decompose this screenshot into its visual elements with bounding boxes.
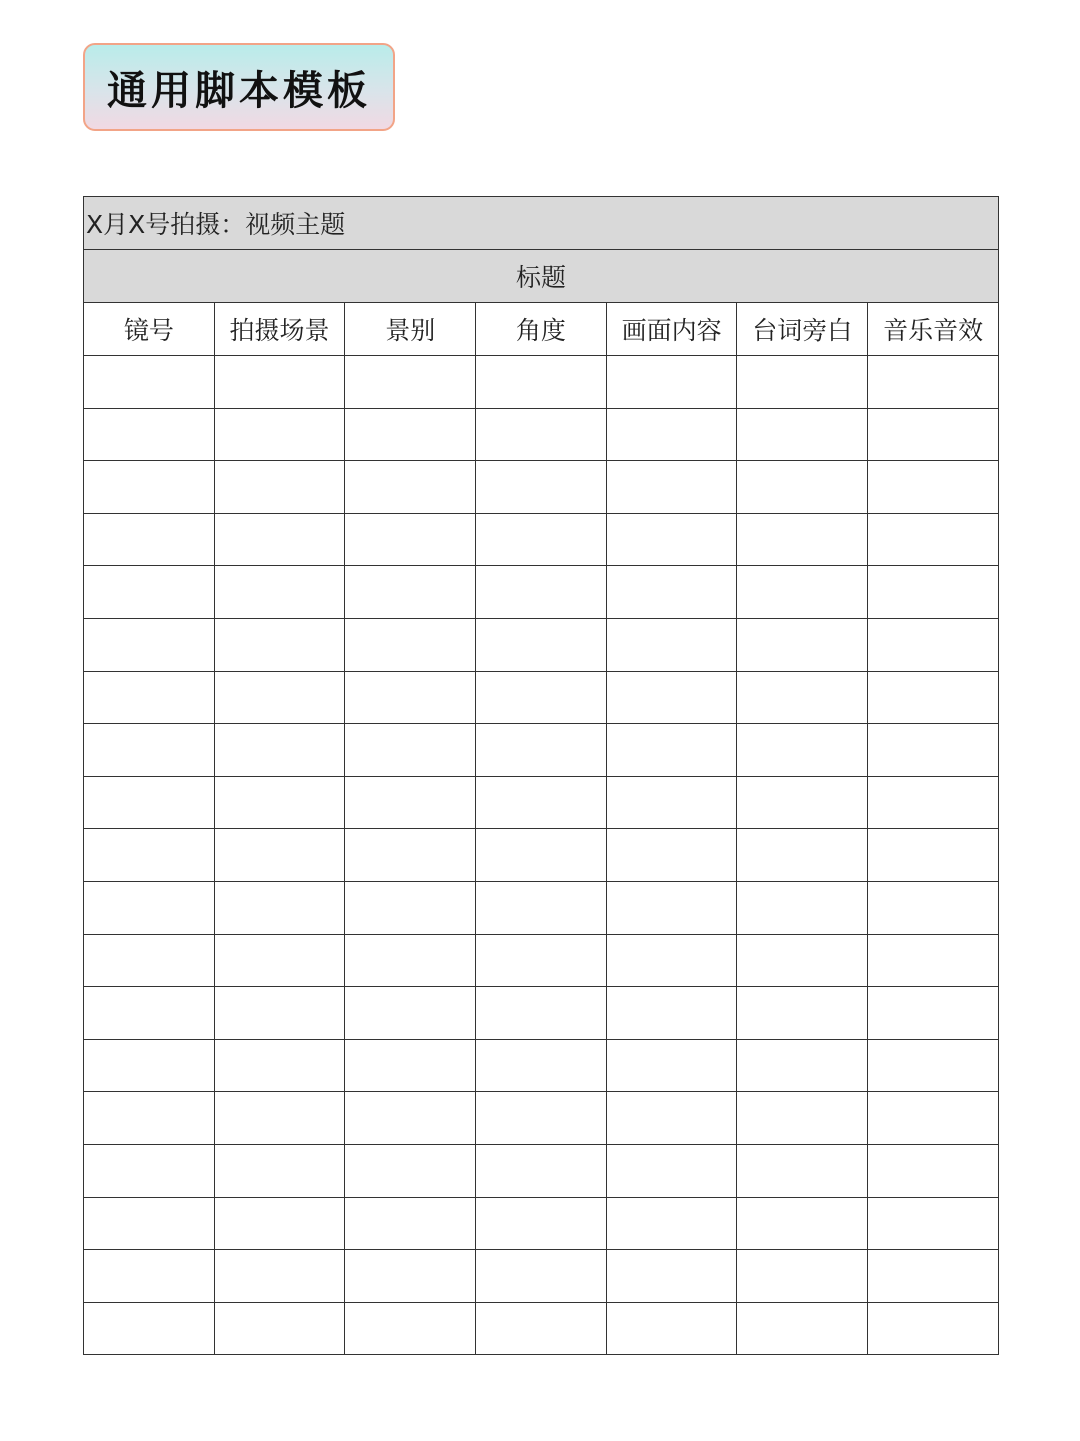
cell-shot-number[interactable]: [84, 408, 215, 461]
cell-shot-size[interactable]: [345, 618, 476, 671]
cell-dialogue[interactable]: [737, 408, 868, 461]
cell-angle[interactable]: [476, 724, 607, 777]
cell-scene[interactable]: [214, 934, 345, 987]
table-row: [84, 461, 999, 514]
cell-shot-number[interactable]: [84, 618, 215, 671]
cell-shot-number[interactable]: [84, 987, 215, 1040]
cell-frame-content[interactable]: [606, 1039, 737, 1092]
cell-scene[interactable]: [214, 1197, 345, 1250]
cell-shot-number[interactable]: [84, 829, 215, 882]
table-row: [84, 566, 999, 619]
cell-music-sfx[interactable]: [868, 356, 999, 409]
table-row: [84, 829, 999, 882]
cell-music-sfx[interactable]: [868, 724, 999, 777]
cell-music-sfx[interactable]: [868, 618, 999, 671]
cell-angle[interactable]: [476, 829, 607, 882]
cell-dialogue[interactable]: [737, 829, 868, 882]
cell-frame-content[interactable]: [606, 356, 737, 409]
cell-shot-number[interactable]: [84, 1250, 215, 1303]
cell-frame-content[interactable]: [606, 566, 737, 619]
cell-music-sfx[interactable]: [868, 1197, 999, 1250]
column-header-angle: 角度: [476, 303, 607, 356]
cell-shot-size[interactable]: [345, 461, 476, 514]
cell-dialogue[interactable]: [737, 1092, 868, 1145]
cell-dialogue[interactable]: [737, 1144, 868, 1197]
cell-frame-content[interactable]: [606, 1092, 737, 1145]
column-header-shot-size: 景别: [345, 303, 476, 356]
cell-scene[interactable]: [214, 618, 345, 671]
cell-shot-size[interactable]: [345, 987, 476, 1040]
cell-frame-content[interactable]: [606, 724, 737, 777]
cell-angle[interactable]: [476, 1250, 607, 1303]
cell-dialogue[interactable]: [737, 1197, 868, 1250]
column-header-row: [84, 303, 999, 356]
cell-music-sfx[interactable]: [868, 881, 999, 934]
cell-shot-number[interactable]: [84, 1039, 215, 1092]
cell-angle[interactable]: [476, 987, 607, 1040]
table-row: [84, 1092, 999, 1145]
cell-frame-content[interactable]: [606, 829, 737, 882]
cell-shot-size[interactable]: [345, 1039, 476, 1092]
page-title: 通用脚本模板: [107, 67, 371, 114]
cell-shot-size[interactable]: [345, 671, 476, 724]
cell-frame-content[interactable]: [606, 987, 737, 1040]
cell-scene[interactable]: [214, 881, 345, 934]
cell-scene[interactable]: [214, 671, 345, 724]
cell-frame-content[interactable]: [606, 461, 737, 514]
cell-scene[interactable]: [214, 724, 345, 777]
table-row: [84, 934, 999, 987]
cell-shot-number[interactable]: [84, 671, 215, 724]
cell-angle[interactable]: [476, 1144, 607, 1197]
cell-angle[interactable]: [476, 618, 607, 671]
cell-scene[interactable]: [214, 461, 345, 514]
cell-angle[interactable]: [476, 513, 607, 566]
cell-dialogue[interactable]: [737, 1302, 868, 1355]
cell-angle[interactable]: [476, 408, 607, 461]
cell-shot-number[interactable]: [84, 461, 215, 514]
cell-dialogue[interactable]: [737, 618, 868, 671]
cell-music-sfx[interactable]: [868, 513, 999, 566]
cell-music-sfx[interactable]: [868, 1250, 999, 1303]
cell-music-sfx[interactable]: [868, 408, 999, 461]
title-row: [84, 250, 999, 303]
table-row: [84, 1197, 999, 1250]
cell-scene[interactable]: [214, 1250, 345, 1303]
cell-shot-size[interactable]: [345, 1250, 476, 1303]
cell-music-sfx[interactable]: [868, 829, 999, 882]
cell-angle[interactable]: [476, 1302, 607, 1355]
cell-shot-number[interactable]: [84, 566, 215, 619]
cell-music-sfx[interactable]: [868, 1039, 999, 1092]
table-row: [84, 618, 999, 671]
cell-shot-size[interactable]: [345, 724, 476, 777]
table-row: [84, 1250, 999, 1303]
cell-frame-content[interactable]: [606, 1144, 737, 1197]
table-row: [84, 356, 999, 409]
cell-dialogue[interactable]: [737, 724, 868, 777]
cell-music-sfx[interactable]: [868, 1092, 999, 1145]
cell-frame-content[interactable]: [606, 618, 737, 671]
cell-shot-size[interactable]: [345, 934, 476, 987]
template-title-badge: [83, 43, 395, 131]
cell-dialogue[interactable]: [737, 987, 868, 1040]
cell-shot-number[interactable]: [84, 1092, 215, 1145]
cell-dialogue[interactable]: [737, 513, 868, 566]
cell-shot-number[interactable]: [84, 1197, 215, 1250]
shoot-info-cell[interactable]: X月X号拍摄：视频主题: [84, 197, 999, 250]
cell-shot-size[interactable]: [345, 1144, 476, 1197]
table-row: [84, 1144, 999, 1197]
cell-scene[interactable]: [214, 1144, 345, 1197]
cell-scene[interactable]: [214, 513, 345, 566]
column-header-dialogue: 台词旁白: [737, 303, 868, 356]
cell-shot-number[interactable]: [84, 513, 215, 566]
cell-shot-number[interactable]: [84, 881, 215, 934]
cell-music-sfx[interactable]: [868, 461, 999, 514]
cell-frame-content[interactable]: [606, 1250, 737, 1303]
cell-shot-size[interactable]: [345, 513, 476, 566]
cell-dialogue[interactable]: [737, 881, 868, 934]
cell-dialogue[interactable]: [737, 671, 868, 724]
cell-dialogue[interactable]: [737, 461, 868, 514]
cell-frame-content[interactable]: [606, 513, 737, 566]
cell-shot-size[interactable]: [345, 408, 476, 461]
cell-shot-size[interactable]: [345, 881, 476, 934]
cell-scene[interactable]: [214, 1039, 345, 1092]
table-row: [84, 513, 999, 566]
cell-scene[interactable]: [214, 987, 345, 1040]
shoot-info-row: [84, 197, 999, 250]
cell-angle[interactable]: [476, 1092, 607, 1145]
cell-music-sfx[interactable]: [868, 671, 999, 724]
cell-frame-content[interactable]: [606, 934, 737, 987]
cell-shot-number[interactable]: [84, 724, 215, 777]
cell-dialogue[interactable]: [737, 356, 868, 409]
cell-music-sfx[interactable]: [868, 987, 999, 1040]
cell-angle[interactable]: [476, 881, 607, 934]
cell-music-sfx[interactable]: [868, 776, 999, 829]
cell-shot-number[interactable]: [84, 1144, 215, 1197]
cell-shot-number[interactable]: [84, 776, 215, 829]
cell-music-sfx[interactable]: [868, 566, 999, 619]
title-cell[interactable]: 标题: [84, 250, 999, 303]
cell-frame-content[interactable]: [606, 1197, 737, 1250]
cell-dialogue[interactable]: [737, 566, 868, 619]
cell-shot-size[interactable]: [345, 776, 476, 829]
cell-frame-content[interactable]: [606, 408, 737, 461]
cell-shot-size[interactable]: [345, 829, 476, 882]
column-header-frame-content: 画面内容: [606, 303, 737, 356]
cell-scene[interactable]: [214, 776, 345, 829]
table-row: [84, 987, 999, 1040]
column-header-shot-number: 镜号: [84, 303, 215, 356]
cell-dialogue[interactable]: [737, 776, 868, 829]
cell-shot-size[interactable]: [345, 566, 476, 619]
cell-scene[interactable]: [214, 829, 345, 882]
cell-music-sfx[interactable]: [868, 1302, 999, 1355]
cell-shot-size[interactable]: [345, 356, 476, 409]
cell-angle[interactable]: [476, 461, 607, 514]
cell-music-sfx[interactable]: [868, 1144, 999, 1197]
cell-shot-size[interactable]: [345, 1302, 476, 1355]
cell-angle[interactable]: [476, 1039, 607, 1092]
cell-frame-content[interactable]: [606, 776, 737, 829]
cell-shot-number[interactable]: [84, 356, 215, 409]
cell-angle[interactable]: [476, 356, 607, 409]
cell-scene[interactable]: [214, 1092, 345, 1145]
cell-shot-number[interactable]: [84, 934, 215, 987]
shooting-script-table: [83, 196, 999, 1355]
cell-scene[interactable]: [214, 1302, 345, 1355]
cell-dialogue[interactable]: [737, 1250, 868, 1303]
table-row: [84, 776, 999, 829]
table-row: [84, 671, 999, 724]
cell-shot-number[interactable]: [84, 1302, 215, 1355]
column-header-scene: 拍摄场景: [214, 303, 345, 356]
column-header-music-sfx: 音乐音效: [868, 303, 999, 356]
cell-angle[interactable]: [476, 671, 607, 724]
table-row: [84, 1039, 999, 1092]
table-row: [84, 408, 999, 461]
cell-angle[interactable]: [476, 1197, 607, 1250]
cell-frame-content[interactable]: [606, 881, 737, 934]
cell-frame-content[interactable]: [606, 1302, 737, 1355]
cell-scene[interactable]: [214, 408, 345, 461]
cell-shot-size[interactable]: [345, 1197, 476, 1250]
table-row: [84, 724, 999, 777]
table-row: [84, 1302, 999, 1355]
cell-shot-size[interactable]: [345, 1092, 476, 1145]
cell-angle[interactable]: [476, 934, 607, 987]
cell-music-sfx[interactable]: [868, 934, 999, 987]
cell-angle[interactable]: [476, 566, 607, 619]
cell-dialogue[interactable]: [737, 1039, 868, 1092]
cell-dialogue[interactable]: [737, 934, 868, 987]
table-row: [84, 881, 999, 934]
cell-frame-content[interactable]: [606, 671, 737, 724]
cell-angle[interactable]: [476, 776, 607, 829]
cell-scene[interactable]: [214, 566, 345, 619]
cell-scene[interactable]: [214, 356, 345, 409]
